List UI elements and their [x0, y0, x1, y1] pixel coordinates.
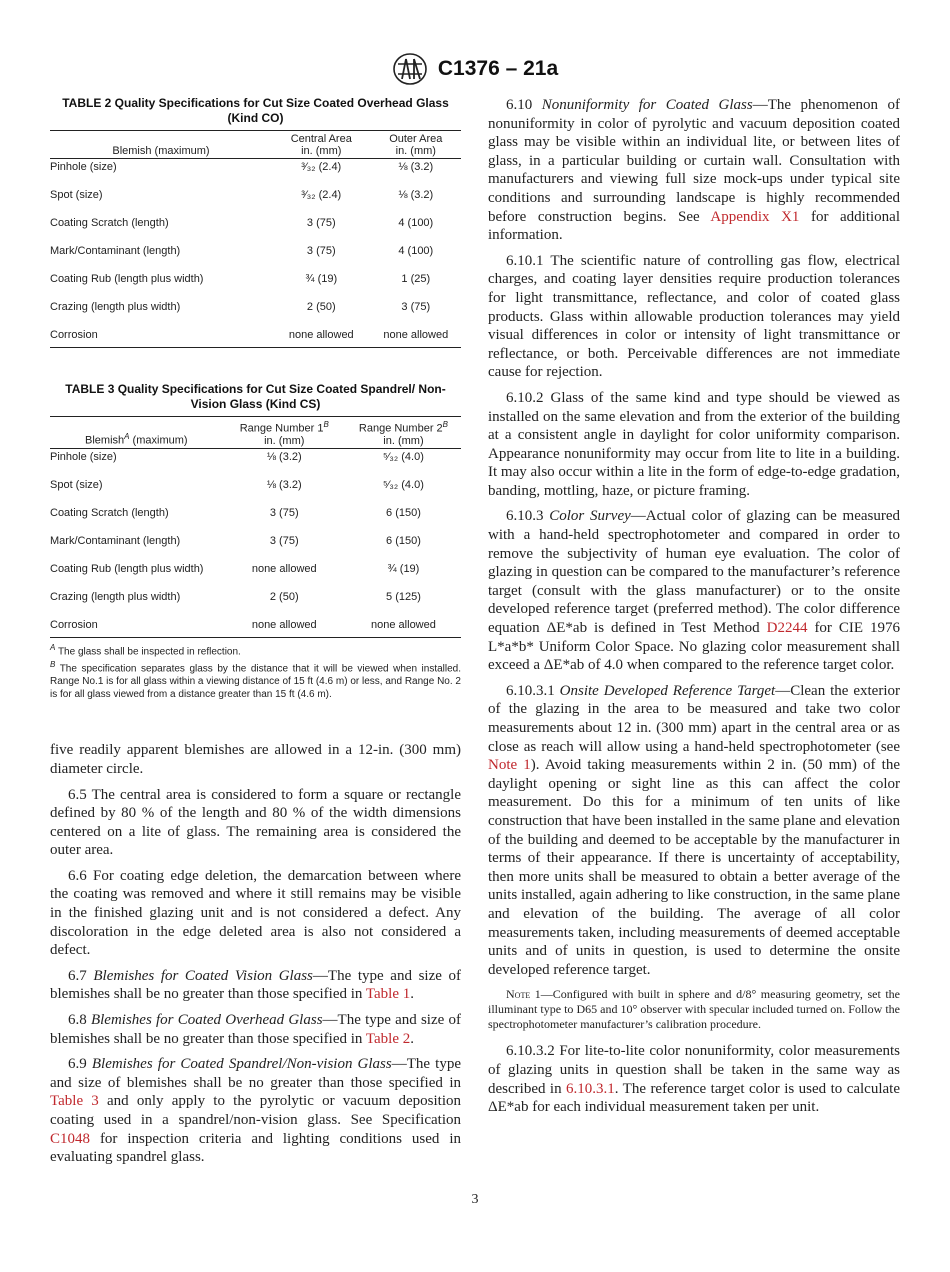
footnote-text: The glass shall be inspected in reflection. — [55, 645, 241, 657]
paragraph-text: for CIE 1976 L*a*b* Uniform Color Space. No glazing color measurement shall exceed a ΔE*ab of 4.0 when compared to the reference target color. — [488, 620, 901, 674]
paragraph-text: and only apply to the pyrolytic or vacuum deposition coating used in a spandrel/non-vision glass. See Specification — [50, 1093, 461, 1128]
table-row — [50, 329, 461, 348]
section-title: Blemishes for Coated Spandrel/Non-vision Glass — [91, 1056, 392, 1073]
section-number: 6.10 — [506, 97, 542, 113]
table-cell: Coating Scratch (length) — [50, 217, 169, 229]
table-row — [50, 217, 461, 245]
paragraph-text: —The phenomenon of nonuniformity in color of pyrolytic and vacuum deposition coated glass may be visible within an individual lite, or between lites of glass, in a particular building or curtain wall. Consultation with manufacturers and viewing full size mock-ups under typical site conditions and surrounding landscape is highly recommended before construction begins. See — [488, 97, 901, 225]
table-cell: none allowed — [251, 562, 317, 575]
header-text: (maximum) — [129, 434, 188, 447]
page-header — [0, 52, 950, 86]
table-3-link[interactable]: Table 3 — [50, 1093, 99, 1110]
table-cell: Crazing (length plus width) — [50, 590, 181, 603]
table-cell: 1 (25) — [401, 273, 431, 285]
table-row — [50, 507, 461, 535]
table-cell: ⅛ (3.2) — [398, 189, 434, 201]
table-cell: ³⁄₃₂ (2.4) — [301, 189, 342, 201]
paragraph-6-7 — [50, 967, 461, 1004]
table-row — [50, 273, 461, 301]
document-id: C1376 – 21a — [437, 57, 559, 80]
paragraph-text: —Actual color of glazing can be measured with a hand-held spectrophotometer and compared in order to remove the subjectivity of human eye evaluation. The color of glazing in question can be compared to the manufacturer’s reference target (consult with the glass manufacturer) or to the onsite developed reference target (preferred method). The color difference equation ΔE*ab is defined in Test Method — [488, 508, 901, 637]
table-cell: 3 (75) — [306, 217, 336, 229]
table-2-header-outer: Outer Area in. (mm) — [371, 131, 461, 159]
paragraph-text: . — [410, 986, 414, 1003]
table-cell: 2 (50) — [269, 590, 299, 603]
table-cell: Mark/Contaminant (length) — [50, 534, 181, 547]
d2244-link[interactable]: D2244 — [766, 620, 808, 637]
table-cell: 2 (50) — [306, 301, 336, 313]
table-row — [50, 535, 461, 563]
section-title: Nonuniformity for Coated Glass — [541, 97, 753, 113]
footnote-marker: B — [323, 420, 329, 429]
left-column — [50, 96, 461, 1174]
table-cell: Spot (size) — [50, 189, 103, 201]
table-cell: none allowed — [346, 619, 461, 638]
table-cell: ³⁄₃₂ (2.4) — [301, 161, 342, 173]
section-title: Onsite Developed Reference Target — [559, 682, 776, 699]
section-6-10-3-1-link[interactable]: 6.10.3.1 — [566, 1080, 615, 1097]
table-cell: ⅛ (3.2) — [398, 161, 434, 173]
table-row — [50, 591, 461, 619]
paragraph-6-6: 6.6 For coating edge deletion, the demarcation between where the coating was removed and where it still remains may be visible in the finished glazing unit and is not considered a defect. Any discoloration in the edge deleted area is also not considered a defect. — [50, 867, 461, 959]
table-row — [50, 301, 461, 329]
section-number: 6.9 — [68, 1056, 92, 1073]
table-cell: 6 (150) — [386, 534, 421, 547]
table-2-link[interactable]: Table 2 — [365, 1030, 411, 1047]
table-cell: ¾ (19) — [387, 562, 420, 575]
note-label: Note 1 — [506, 987, 541, 1002]
table-cell: Crazing (length plus width) — [50, 301, 181, 313]
table-2-grid — [50, 130, 461, 348]
paragraph-6-9 — [50, 1055, 461, 1167]
paragraph-text: . — [410, 1030, 414, 1047]
paragraph-6-8 — [50, 1011, 461, 1048]
header-text: Range Number 1 — [239, 422, 324, 435]
section-title: Blemishes for Coated Vision Glass — [93, 967, 313, 984]
paragraph-text: —The type and size of blemishes shall be no greater than those specified in — [50, 1056, 461, 1091]
paragraph-6-10-3-2 — [488, 1042, 900, 1116]
table-row — [50, 245, 461, 273]
table-2-header-blemish: Blemish (maximum) — [50, 131, 272, 159]
table-3-header-range1 — [223, 417, 346, 449]
paragraph-continued: five readily apparent blemishes are allowed in a 12-in. (300 mm) diameter circle. — [50, 742, 461, 777]
paragraph-text: 6.10.3.2 For lite-to-lite color nonuniformity, color measurements of glazing units in question shall be taken in the same way as described in — [488, 1043, 900, 1097]
table-cell: Pinhole (size) — [50, 161, 117, 173]
section-title: Color Survey — [549, 508, 631, 525]
note-1 — [488, 987, 900, 1032]
table-3-header-range2 — [346, 417, 461, 449]
paragraph-6-5: 6.5 The central area is considered to form a square or rectangle defined by 80 % of the length and 80 % of the width dimensions centered on a lite of glass. The remaining area is considered the outer area. — [50, 786, 461, 859]
table-cell: Corrosion — [50, 619, 223, 638]
table-row — [50, 479, 461, 507]
table-cell: ⅛ (3.2) — [266, 450, 302, 463]
table-cell: Corrosion — [50, 329, 272, 348]
header-text: Range Number 2 — [358, 422, 443, 435]
table-cell: 3 (75) — [269, 534, 299, 547]
table-cell: ⁵⁄₃₂ (4.0) — [383, 450, 424, 463]
table-row — [50, 448, 461, 479]
appendix-x1-link[interactable]: Appendix X1 — [710, 208, 800, 225]
paragraph-text: for additional information. — [488, 208, 901, 244]
table-3-footnote-a — [50, 641, 461, 658]
table-cell: 4 (100) — [398, 245, 434, 257]
footnote-marker: B — [50, 659, 56, 669]
table-cell: ⁵⁄₃₂ (4.0) — [383, 478, 424, 491]
section-number: 6.8 — [68, 1012, 91, 1029]
table-row — [50, 189, 461, 217]
header-text: in. (mm) — [264, 434, 305, 447]
paragraph-6-10-3-1 — [488, 682, 900, 980]
paragraph-6-10-1: 6.10.1 The scientific nature of controlling gas flow, electrical charges, and coating layer densities require production tolerances for light transmittance, reflectance, and color of coated glass products. Glass within allowable production tolerances may yield visual differences in color or intensity of light transmittance or reflectance, or both. Perceivable differences are not immediate cause for rejection. — [488, 252, 900, 381]
section-number: 6.7 — [68, 967, 94, 984]
table-cell: Coating Rub (length plus width) — [50, 562, 204, 575]
table-3-footnote-b — [50, 658, 461, 701]
note-1-link[interactable]: Note 1 — [488, 757, 531, 774]
paragraph-text: —Clean the exterior of the glazing in the area to be measured and take two color measurements about 12 in. (300 mm) apart in the central area or as close as reach will allow using a hand-held spectrophotometer (see — [488, 682, 900, 755]
table-2-header-central: Central Area in. (mm) — [272, 131, 371, 159]
table-cell: 6 (150) — [386, 506, 421, 519]
header-text: in. (mm) — [383, 434, 424, 447]
table-cell: ⅛ (3.2) — [266, 478, 302, 491]
astm-logo-icon — [392, 52, 428, 86]
table-3-title: TABLE 3 Quality Specifications for Cut Size Coated Spandrel/ Non-Vision Glass (Kind CS) — [65, 382, 446, 411]
table-cell: none allowed — [223, 619, 346, 638]
table-2-title: TABLE 2 Quality Specifications for Cut Size Coated Overhead Glass (Kind CO) — [62, 96, 449, 125]
table-cell: Mark/Contaminant (length) — [50, 245, 181, 257]
paragraph-text: —The type and size of blemishes shall be no greater than those specified in — [50, 967, 461, 1003]
table-1-link[interactable]: Table 1 — [365, 986, 411, 1003]
paragraph-6-10-3 — [488, 507, 900, 674]
table-cell: none allowed — [371, 329, 461, 348]
note-text: —Configured with built in sphere and d/8° measuring geometry, set the illuminant type to D65 and 10° observer with specular included turned on. Follow the spectrophotometer manufacturer’s calibration procedure. — [488, 987, 900, 1032]
table-cell: Coating Scratch (length) — [50, 506, 169, 519]
paragraph-text: ). Avoid taking measurements within 2 in. (50 mm) of the daylight opening or sight line as this can affect the color measurement. Do this for a minimum of ten units of like construction that have been installed in the same plane and elevation of the building and deemed to be acceptable by the manufacturer in terms of their appearance. If there is uncertainty of acceptability, then more units shall be measured to obtain a better average of the units installed, again adhering to like construction, in the same plane and elevation of the building. The average of all color measurements taken, including measurements of deemed acceptable units and of units in question, is used to determine the onsite developed reference target. — [488, 757, 900, 978]
footnote-marker: A — [124, 432, 130, 441]
paragraph-text: for inspection criteria and lighting conditions used in evaluating spandrel glass. — [50, 1130, 461, 1166]
table-cell: 5 (125) — [386, 590, 421, 603]
section-number: 6.10.3.1 — [506, 682, 560, 699]
table-cell: 4 (100) — [398, 217, 434, 229]
table-cell: none allowed — [272, 329, 371, 348]
header-text: Blemish — [85, 434, 125, 447]
page-number: 3 — [471, 1192, 479, 1207]
table-2 — [50, 96, 461, 348]
right-column — [488, 96, 900, 1124]
paragraph-6-10 — [488, 96, 900, 245]
section-title: Blemishes for Coated Overhead Glass — [90, 1012, 323, 1029]
footnote-text: The specification separates glass by the distance that it will be viewed when installed. Range No.1 is for all glass within a viewing distance of 15 ft (4.6 m) or less, and Range No. 2 is for all glass viewed from a distance greater than 15 ft (4.6 m). — [50, 663, 461, 701]
table-row — [50, 159, 461, 190]
table-cell: Pinhole (size) — [50, 450, 117, 463]
table-cell: 3 (75) — [401, 301, 431, 313]
table-cell: Spot (size) — [50, 478, 103, 491]
footnote-marker: A — [50, 642, 56, 652]
table-cell: Coating Rub (length plus width) — [50, 273, 204, 285]
paragraph-6-10-2: 6.10.2 Glass of the same kind and type should be viewed as installed on the same elevation and from the exterior of the building at a consistent angle in daylight for color uniformity comparison. Appearance nonuniformity may occur from lite to lite in a building. It may also occur within a lite in the form of edge-to-edge gradation, banding, mottling, haze, or picture framing. — [488, 389, 900, 499]
table-cell: ¾ (19) — [305, 273, 338, 285]
paragraph-text: —The type and size of blemishes shall be no greater than those specified in — [50, 1012, 462, 1047]
table-3 — [50, 382, 461, 701]
table-row — [50, 563, 461, 591]
section-number: 6.10.3 — [506, 508, 550, 525]
table-3-grid — [50, 416, 461, 638]
c1048-link[interactable]: C1048 — [50, 1130, 91, 1147]
table-3-header-blemish — [50, 417, 223, 449]
table-cell: 3 (75) — [306, 245, 336, 257]
table-cell: 3 (75) — [269, 506, 299, 519]
table-row — [50, 619, 461, 638]
paragraph-text: . The reference target color is used to calculate ΔE*ab for each individual measurement taken per unit. — [488, 1080, 900, 1116]
footnote-marker: B — [442, 420, 449, 429]
